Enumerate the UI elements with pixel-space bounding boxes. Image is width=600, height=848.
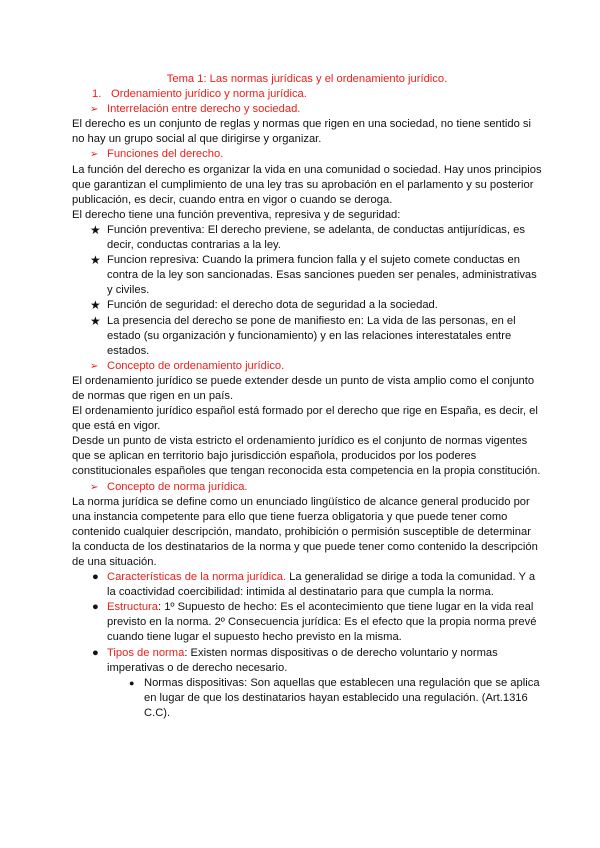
bullet-text: : 1º Supuesto de hecho: Es el acontecimiento que tiene lugar en la vida real previsto en la norma. 2º Consecuencia jurídica: Es el efecto que la propia norma prevé cuando tiene lugar el supuesto hecho previsto en la misma. [107, 601, 537, 644]
paragraph: El derecho es un conjunto de reglas y normas que rigen en una sociedad, no tiene sentido si no hay un grupo social al que dirigirse y organizar. [72, 118, 531, 146]
star-item: ★ La presencia del derecho se pone de manifiesto en: La vida de las personas, en el estado (su organización y funcionamiento) y en las relaciones interestatales entre estados. [90, 313, 516, 357]
heading-text: Concepto de ordenamiento jurídico. [107, 359, 285, 372]
bullet-item [72, 570, 542, 600]
sub-bullet-item [72, 676, 542, 721]
arrow-icon: ➢ [90, 481, 99, 493]
sub-bullet-text: Normas dispositivas: Son aquellas que establecen una regulación que se aplica en lugar de que los destinatarios hayan establecido una regulación. (Art.1316 C.C). [144, 676, 540, 719]
heading-text: Concepto de norma jurídica. [107, 480, 248, 493]
star-item: ★ Función preventiva: El derecho previene, se adelanta, de conductas antijurídicas, es decir, conductas contrarias a la ley. [90, 222, 525, 252]
numbered-item-1 [72, 87, 542, 102]
star-icon: ★ [90, 253, 101, 268]
paragraph: El ordenamiento jurídico español está formado por el derecho que rige en España, es decir, el que está en vigor. [72, 405, 538, 433]
document-page [72, 72, 542, 721]
number-marker: 1. [92, 88, 102, 101]
section-heading-ordenamiento [72, 359, 542, 374]
bullet-item [72, 646, 542, 676]
heading-text: Interrelación entre derecho y sociedad. [107, 103, 301, 116]
bullet-icon: ● [92, 646, 99, 659]
paragraph: La norma jurídica se define como un enunciado lingüístico de alcance general producido por una instancia competente para ello que tiene fuerza obligatoria y que puede tener como contenido cualquier descripción, mandato, prohibición o permisión susceptible de determinar la conducta de los destinatarios de la norma y que puede tener como contenido la descripción de una situación. [72, 495, 538, 568]
bullet-icon: ● [129, 677, 135, 688]
star-item: ★ Función de seguridad: el derecho dota de seguridad a la sociedad. [90, 298, 438, 313]
bullet-text: : Existen normas dispositivas o de derecho voluntario y normas imperativas o de derecho necesario. [107, 646, 498, 674]
paragraph: El ordenamiento jurídico se puede extender desde un punto de vista amplio como el conjunto de normas que rigen en un país. [72, 374, 535, 402]
numbered-item-text: Ordenamiento jurídico y norma jurídica. [111, 88, 307, 101]
bullet-text: La generalidad se dirige a toda la comunidad. Y a la coactividad coercibilidad: intimida al destinatario para que cumpla la norma. [107, 571, 536, 599]
star-item: ★ Funcion represiva: Cuando la primera funcion falla y el sujeto comete conductas en contra de la ley son sancionadas. Esas sanciones pueden ser penales, administrativas y civiles. [90, 253, 537, 297]
section-heading-funciones [72, 147, 542, 162]
arrow-icon: ➢ [90, 104, 99, 116]
heading-text: Funciones del derecho. [107, 148, 224, 161]
star-icon: ★ [90, 298, 101, 313]
section-heading-interrelacion [72, 102, 542, 117]
star-icon: ★ [90, 222, 101, 237]
paragraph: Desde un punto de vista estricto el ordenamiento jurídico es el conjunto de normas vigentes que se aplican en territorio bajo jurisdicción española, producidos por los poderes constitucionales españoles que tengan reconocida esta competencia en la propia constitución. [72, 435, 541, 478]
arrow-icon: ➢ [90, 149, 99, 161]
document-title: Tema 1: Las normas jurídicas y el ordenamiento jurídico. [166, 73, 448, 85]
bullet-label: Tipos de norma [107, 646, 185, 659]
paragraph: El derecho tiene una función preventiva, represiva y de seguridad: [72, 208, 401, 221]
bullet-label: Características de la norma jurídica. [107, 571, 287, 584]
star-icon: ★ [90, 313, 101, 328]
arrow-icon: ➢ [90, 360, 99, 372]
bullet-item [72, 600, 542, 645]
section-heading-norma [72, 480, 542, 495]
bullet-icon: ● [92, 601, 99, 614]
paragraph: La función del derecho es organizar la vida en una comunidad o sociedad. Hay unos principios que garantizan el cumplimiento de una ley tras su aprobación en el parlamento y su posterior publicación, es decir, cuando entra en vigor o cuando se deroga. [72, 163, 542, 206]
bullet-label: Estructura [107, 601, 158, 614]
bullet-icon: ● [92, 571, 99, 584]
